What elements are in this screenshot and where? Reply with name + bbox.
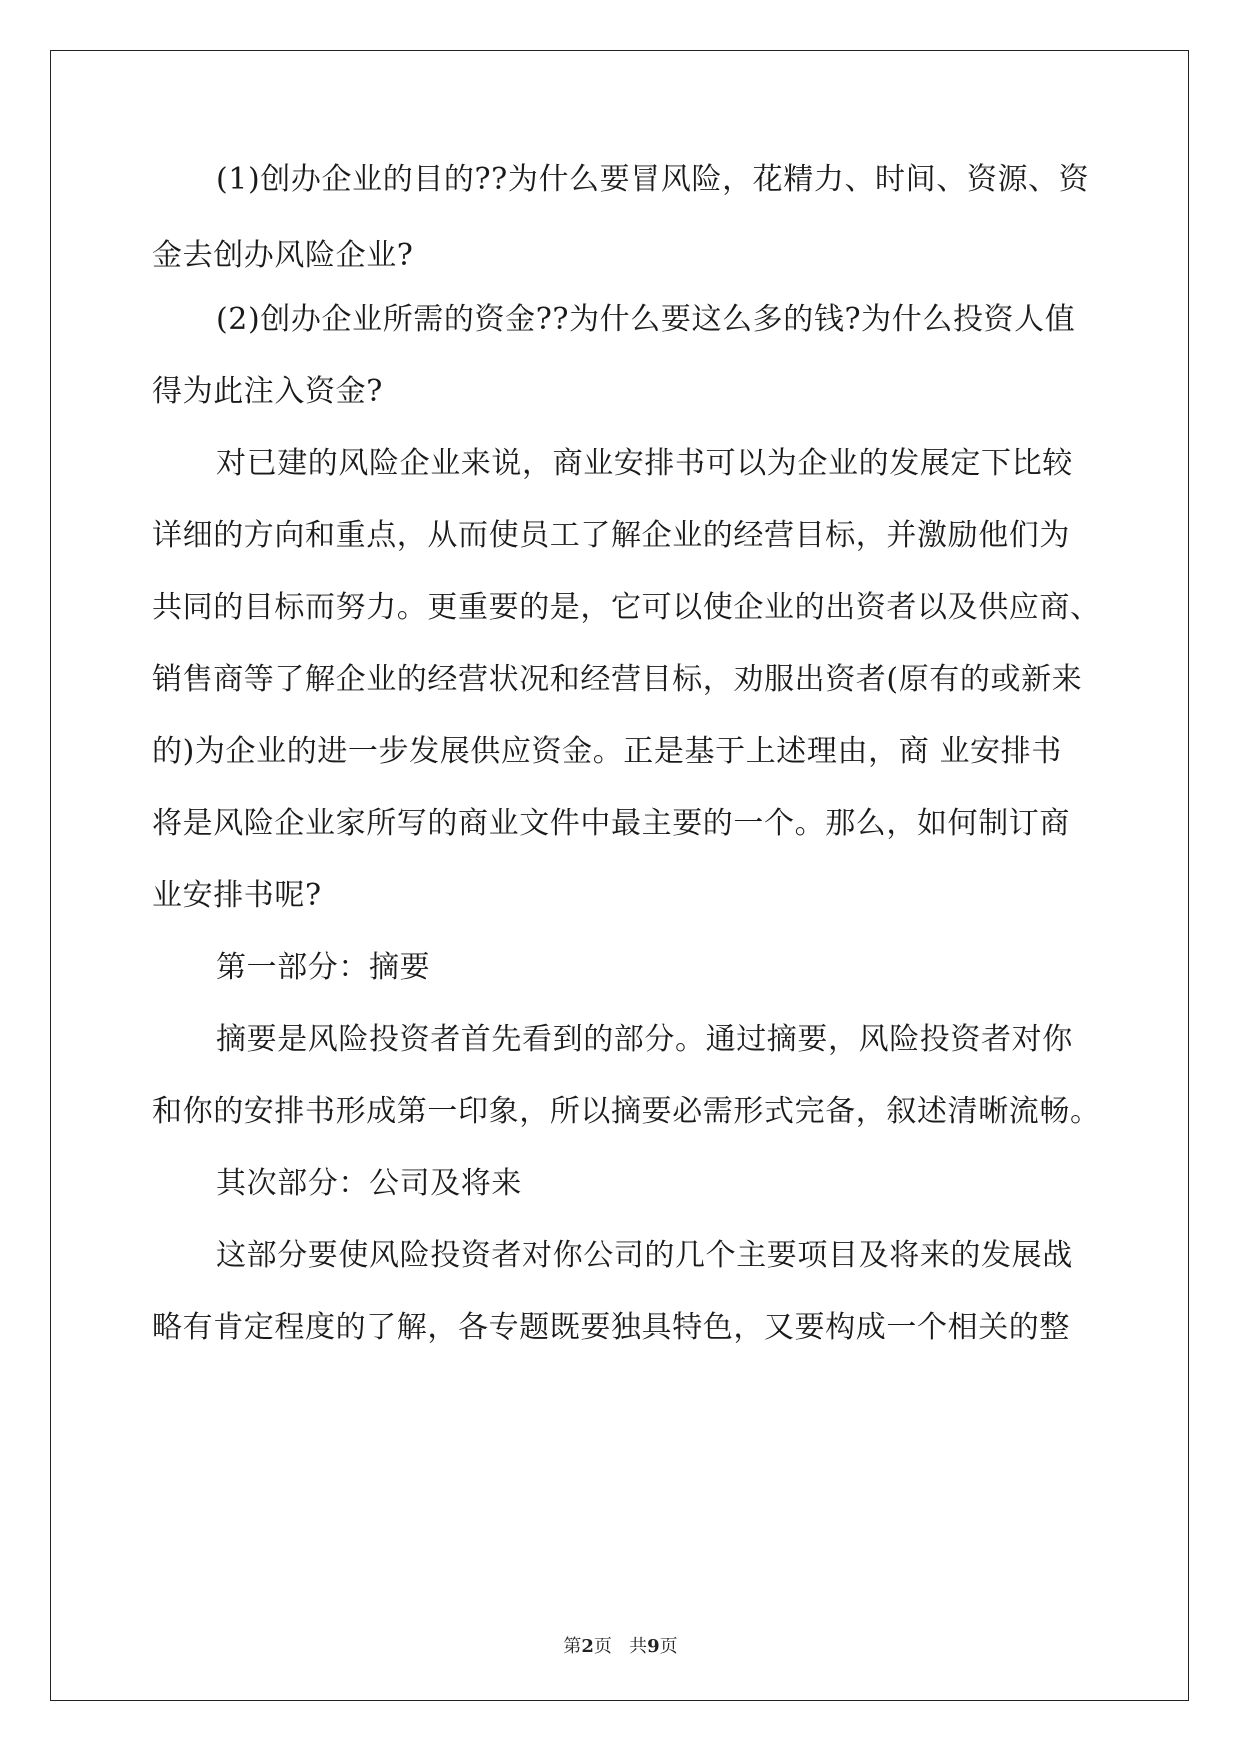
paragraph-line: 金去创办风险企业? bbox=[152, 238, 414, 273]
paragraph-line: 略有肯定程度的了解，各专题既要独具特色，又要构成一个相关的整 bbox=[152, 1310, 1070, 1345]
paragraph-line: 对已建的风险企业来说，商业安排书可以为企业的发展定下比较 bbox=[216, 446, 1073, 481]
page-number-footer bbox=[0, 1632, 1241, 1658]
paragraph-line: (1)创办企业的目的??为什么要冒风险，花精力、时间、资源、资 bbox=[216, 162, 1090, 197]
paragraph-line: 的)为企业的进一步发展供应资金。正是基于上述理由，商 业安排书 bbox=[152, 734, 1062, 769]
paragraph-line: (2)创办企业所需的资金??为什么要这么多的钱?为什么投资人值 bbox=[216, 302, 1076, 337]
footer-suffix: 页 bbox=[659, 1636, 678, 1657]
paragraph-line: 摘要是风险投资者首先看到的部分。通过摘要，风险投资者对你 bbox=[216, 1022, 1073, 1057]
paragraph-line: 和你的安排书形成第一印象，所以摘要必需形式完备，叙述清晰流畅。 bbox=[152, 1094, 1101, 1129]
paragraph-line: 销售商等了解企业的经营状况和经营目标，劝服出资者(原有的或新来 bbox=[152, 662, 1083, 697]
section-heading: 第一部分：摘要 bbox=[216, 950, 431, 985]
footer-prefix: 第 bbox=[563, 1636, 582, 1657]
paragraph-line: 业安排书呢? bbox=[152, 878, 322, 913]
paragraph-line: 得为此注入资金? bbox=[152, 374, 383, 409]
paragraph-line: 将是风险企业家所写的商业文件中最主要的一个。那么，如何制订商 bbox=[152, 806, 1070, 841]
paragraph-line: 详细的方向和重点，从而使员工了解企业的经营目标，并激励他们为 bbox=[152, 518, 1070, 553]
footer-mid: 页 共 bbox=[593, 1636, 648, 1657]
total-page-number: 9 bbox=[647, 1636, 660, 1657]
paragraph-line: 共同的目标而努力。更重要的是，它可以使企业的出资者以及供应商、 bbox=[152, 590, 1101, 625]
paragraph-line: 这部分要使风险投资者对你公司的几个主要项目及将来的发展战 bbox=[216, 1238, 1073, 1273]
section-heading: 其次部分：公司及将来 bbox=[216, 1166, 522, 1201]
current-page-number: 2 bbox=[581, 1636, 594, 1657]
